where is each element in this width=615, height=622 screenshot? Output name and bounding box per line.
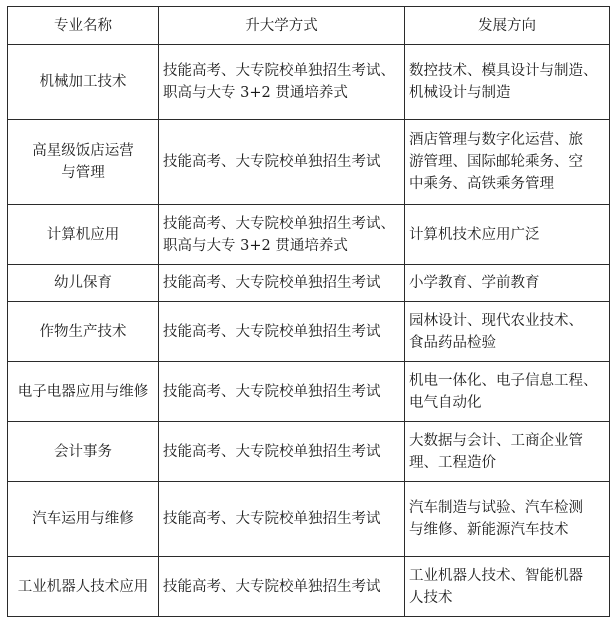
major-name-cell xyxy=(8,205,159,265)
major-name-cell xyxy=(8,45,159,120)
admission-route-cell xyxy=(159,45,405,120)
cell-line: 计算机应用 xyxy=(46,226,120,243)
admission-route-cell xyxy=(159,302,405,362)
development-direction-cell xyxy=(405,45,610,120)
admission-route-cell xyxy=(159,422,405,482)
cell-line: 幼儿保育 xyxy=(54,275,112,291)
table-header-row xyxy=(8,7,610,45)
cell-line: 技能高考、大专院校单独招生考试 xyxy=(163,578,381,595)
development-direction-cell xyxy=(405,120,610,205)
cell-line: 理、工程造价 xyxy=(409,454,496,471)
cell-line: 电气自动化 xyxy=(409,394,482,411)
admission-route-cell xyxy=(159,482,405,557)
cell-line: 高星级饭店运营 xyxy=(32,143,134,159)
majors-table xyxy=(7,6,610,617)
cell-line: 汽车运用与维修 xyxy=(32,511,134,527)
cell-line: 技能高考、大专院校单独招生考试 xyxy=(163,275,381,291)
table-row xyxy=(8,302,610,362)
cell-line: 食品药品检验 xyxy=(409,334,496,351)
major-name-cell xyxy=(8,265,159,302)
cell-line: 计算机技术应用广泛 xyxy=(409,226,540,243)
header-development-direction: 发展方向 xyxy=(405,7,610,45)
cell-line: 酒店管理与数字化运营、旅 xyxy=(409,132,583,148)
table-row xyxy=(8,205,610,265)
cell-line: 作物生产技术 xyxy=(39,323,127,340)
development-direction-cell xyxy=(405,265,610,302)
admission-route-cell xyxy=(159,362,405,422)
table-row xyxy=(8,482,610,557)
cell-line: 工业机器人技术应用 xyxy=(17,578,149,595)
table-row xyxy=(8,120,610,205)
cell-line: 数控技术、模具设计与制造、 xyxy=(409,63,598,79)
cell-line: 机械加工技术 xyxy=(39,74,127,90)
cell-line: 机电一体化、电子信息工程、 xyxy=(409,372,598,389)
cell-line: 技能高考、大专院校单独招生考试 xyxy=(163,154,381,170)
admission-route-cell xyxy=(159,265,405,302)
admission-route-cell xyxy=(159,205,405,265)
cell-line: 小学教育、学前教育 xyxy=(409,275,540,291)
admission-route-cell xyxy=(159,557,405,617)
cell-line: 技能高考、大专院校单独招生考试 xyxy=(163,511,381,527)
major-name-cell xyxy=(8,422,159,482)
cell-line: 中乘务、高铁乘务管理 xyxy=(409,176,554,192)
table-row xyxy=(8,557,610,617)
cell-line: 机械设计与制造 xyxy=(409,85,511,101)
major-name-cell xyxy=(8,302,159,362)
development-direction-cell xyxy=(405,362,610,422)
cell-line: 与管理 xyxy=(61,165,105,181)
admission-route-cell xyxy=(159,120,405,205)
cell-line: 技能高考、大专院校单独招生考试 xyxy=(163,443,381,460)
cell-line: 与维修、新能源汽车技术 xyxy=(409,522,569,538)
major-name-cell xyxy=(8,362,159,422)
cell-line: 职高与大专 3+2 贯通培养式 xyxy=(163,85,348,101)
header-major-name: 专业名称 xyxy=(8,7,159,45)
development-direction-cell xyxy=(405,205,610,265)
table-row xyxy=(8,45,610,120)
header-admission-route: 升大学方式 xyxy=(159,7,405,45)
cell-line: 技能高考、大专院校单独招生考试 xyxy=(163,323,381,340)
major-name-cell xyxy=(8,120,159,205)
cell-line: 职高与大专 3+2 贯通培养式 xyxy=(163,237,348,254)
development-direction-cell xyxy=(405,557,610,617)
cell-line: 电子电器应用与维修 xyxy=(17,383,149,400)
table-row xyxy=(8,362,610,422)
cell-line: 游管理、国际邮轮乘务、空 xyxy=(409,154,583,170)
cell-line: 大数据与会计、工商企业管 xyxy=(409,432,583,449)
major-name-cell xyxy=(8,482,159,557)
cell-line: 技能高考、大专院校单独招生考试、 xyxy=(163,63,395,79)
development-direction-cell xyxy=(405,302,610,362)
table-row xyxy=(8,265,610,302)
cell-line: 技能高考、大专院校单独招生考试 xyxy=(163,383,381,400)
development-direction-cell xyxy=(405,482,610,557)
cell-line: 技能高考、大专院校单独招生考试、 xyxy=(163,215,395,232)
development-direction-cell xyxy=(405,422,610,482)
cell-line: 会计事务 xyxy=(54,443,112,460)
cell-line: 园林设计、现代农业技术、 xyxy=(409,312,583,329)
cell-line: 工业机器人技术、智能机器 xyxy=(409,567,583,584)
cell-line: 人技术 xyxy=(409,589,453,606)
major-name-cell xyxy=(8,557,159,617)
table-row xyxy=(8,422,610,482)
cell-line: 汽车制造与试验、汽车检测 xyxy=(409,500,583,516)
